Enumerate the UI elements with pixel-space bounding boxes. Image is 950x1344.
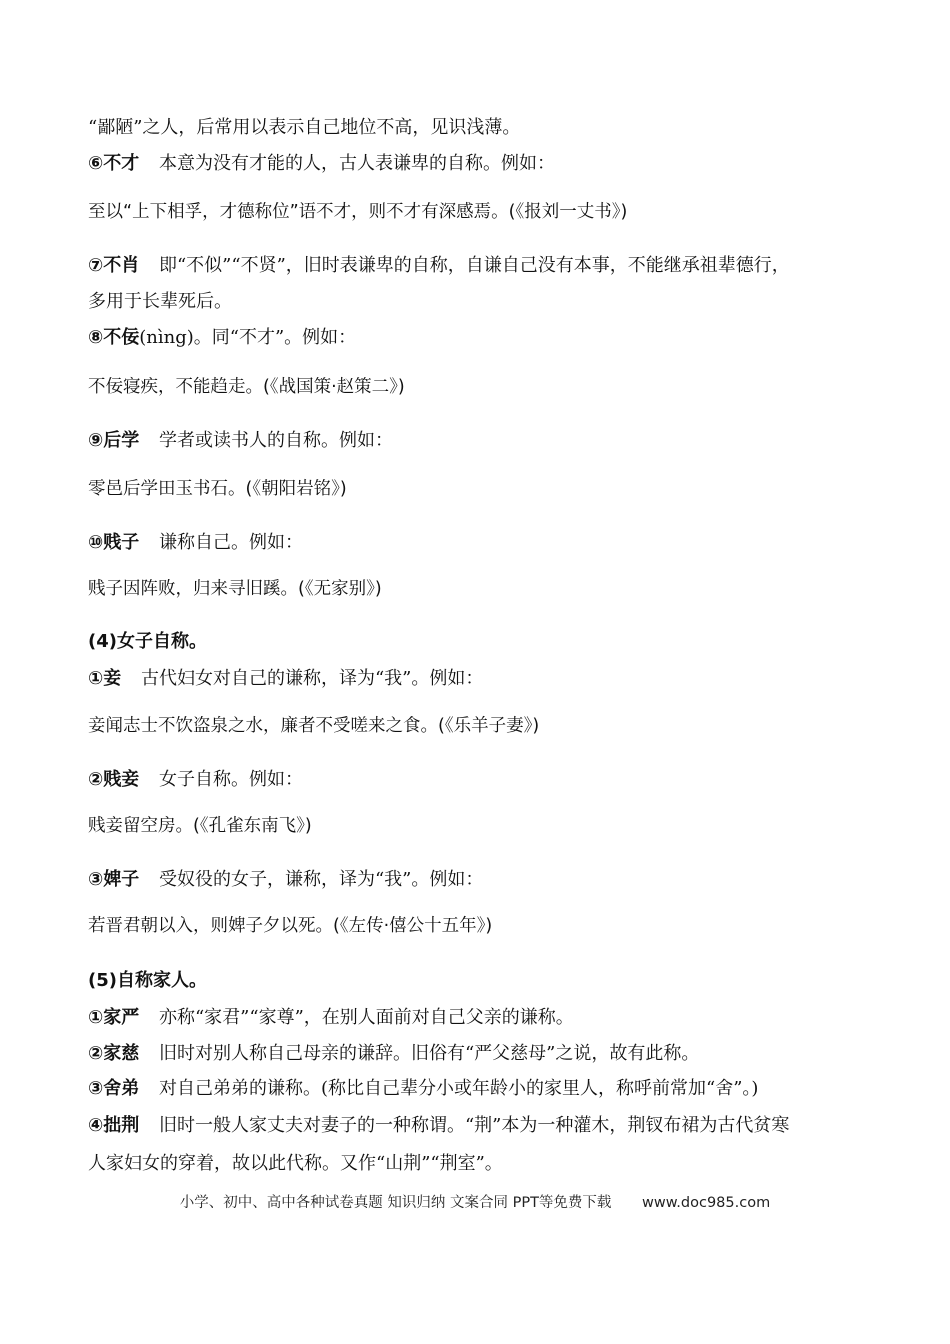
section-heading	[88, 968, 880, 994]
definition-line	[88, 867, 880, 893]
term-label: ①妾	[88, 668, 122, 689]
text-line-content: 多用于长辈死后。	[88, 291, 232, 312]
example-text: 贱子因阵败，归来寻旧蹊。(《无家别》)	[88, 579, 382, 599]
term-label: ⑧不佞	[88, 327, 140, 348]
text-line-content: “鄙陋”之人，后常用以表示自己地位不高，见识浅薄。	[88, 117, 521, 138]
definition-text: 古代妇女对自己的谦称，译为“我”。例如：	[140, 668, 484, 689]
definition-text: 即“不似”“不贤”，旧时表谦卑的自称，自谦自己没有本事，不能继承祖辈德行，	[158, 255, 790, 276]
section-heading	[88, 629, 880, 655]
term-label: ⑩贱子	[88, 532, 140, 553]
definition-line	[88, 253, 880, 279]
term-label: ⑥不才	[88, 153, 140, 174]
definition-line	[88, 1076, 880, 1102]
definition-line	[88, 666, 880, 692]
example-line	[88, 476, 880, 502]
definition-text: 亦称“家君”“家尊”，在别人面前对自己父亲的谦称。	[158, 1007, 574, 1028]
section-heading-text: (4)女子自称。	[88, 631, 207, 652]
example-text: 妾闻志士不饮盗泉之水，廉者不受嗟来之食。(《乐羊子妻》)	[88, 716, 540, 736]
example-line	[88, 813, 880, 839]
definition-text: 女子自称。例如：	[158, 769, 303, 790]
term-label: ③婢子	[88, 869, 140, 890]
term-label: ②贱妾	[88, 769, 140, 790]
text-line	[88, 1151, 880, 1177]
footer-link[interactable]: www.doc985.com	[642, 1195, 771, 1211]
text-line	[88, 115, 880, 141]
example-line	[88, 576, 880, 602]
definition-text: 谦称自己。例如：	[158, 532, 303, 553]
definition-text: 对自己弟弟的谦称。(称比自己辈分小或年龄小的家里人，称呼前常加“舍”。)	[158, 1078, 759, 1099]
definition-line	[88, 325, 880, 351]
definition-text: 旧时对别人称自己母亲的谦辞。旧俗有“严父慈母”之说，故有此称。	[158, 1043, 700, 1064]
definition-text: 学者或读书人的自称。例如：	[158, 430, 393, 451]
example-text: 若晋君朝以入，则婢子夕以死。(《左传·僖公十五年》)	[88, 916, 493, 936]
term-label: ②家慈	[88, 1043, 140, 1064]
example-line	[88, 713, 880, 739]
definition-line	[88, 151, 880, 177]
definition-text: (nìng)。同“不才”。例如：	[139, 327, 357, 348]
definition-line	[88, 1113, 880, 1139]
definition-line	[88, 1005, 880, 1031]
example-text: 贱妾留空房。(《孔雀东南飞》)	[88, 816, 312, 836]
term-label: ⑨后学	[88, 430, 140, 451]
definition-text: 本意为没有才能的人，古人表谦卑的自称。例如：	[158, 153, 555, 174]
example-line	[88, 199, 880, 225]
definition-line	[88, 530, 880, 556]
definition-line	[88, 428, 880, 454]
section-heading-text: (5)自称家人。	[88, 970, 207, 991]
page-footer	[0, 1191, 950, 1212]
definition-line	[88, 767, 880, 793]
footer-text: 小学、初中、高中各种试卷真题 知识归纳 文案合同 PPT等免费下载	[179, 1195, 612, 1211]
example-text: 零邑后学田玉书石。(《朝阳岩铭》)	[88, 479, 347, 499]
definition-text: 受奴役的女子，谦称，译为“我”。例如：	[158, 869, 484, 890]
term-label: ⑦不肖	[88, 255, 140, 276]
example-text: 至以“上下相孚，才德称位”语不才，则不才有深感焉。(《报刘一丈书》)	[88, 202, 628, 222]
definition-text: 旧时一般人家丈夫对妻子的一种称谓。“荆”本为一种灌木，荆钗布裙为古代贫寒	[158, 1115, 790, 1136]
example-line	[88, 913, 880, 939]
definition-line	[88, 1041, 880, 1067]
text-line	[88, 289, 880, 315]
text-line-content: 人家妇女的穿着，故以此代称。又作“山荆”“荆室”。	[88, 1153, 503, 1174]
term-label: ①家严	[88, 1007, 140, 1028]
term-label: ③舍弟	[88, 1078, 140, 1099]
term-label: ④拙荆	[88, 1115, 140, 1136]
example-line	[88, 374, 880, 400]
example-text: 不佞寝疾，不能趋走。(《战国策·赵策二》)	[88, 377, 405, 397]
